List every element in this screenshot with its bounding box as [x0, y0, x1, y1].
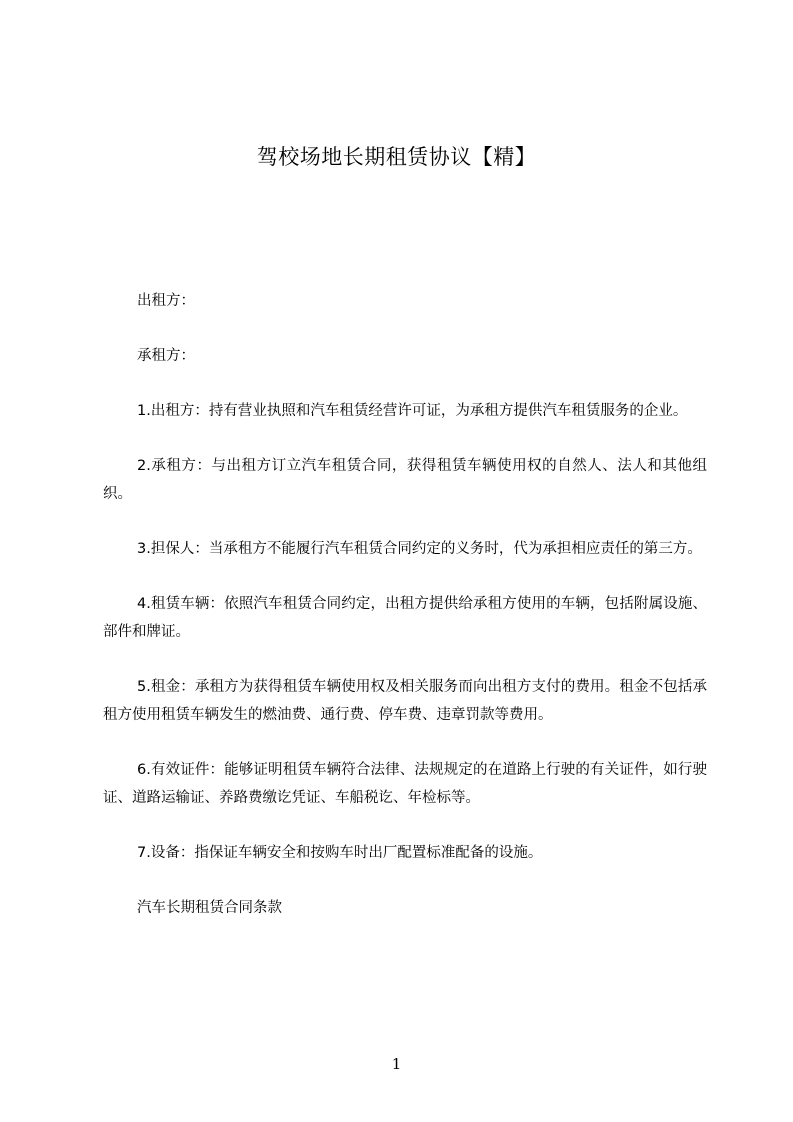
definition-paragraph: 2.承租方：与出租方订立汽车租赁合同，获得租赁车辆使用权的自然人、法人和其他组织。: [103, 458, 707, 502]
definition-paragraph: 3.担保人：当承租方不能履行汽车租赁合同约定的义务时，代为承担相应责任的第三方。: [137, 541, 702, 557]
page-number: 1: [391, 1055, 402, 1073]
document-body: [103, 287, 707, 949]
definition-paragraph: 6.有效证件：能够证明租赁车辆符合法律、法规规定的在道路上行驶的有关证件，如行驶证、道路运输证、养路费缴讫凭证、车船税讫、年检标等。: [103, 762, 707, 806]
section-heading: 汽车长期租赁合同条款: [137, 900, 282, 916]
lessee-label: 承租方：: [137, 348, 195, 364]
definition-paragraph: 7.设备：指保证车辆安全和按购车时出厂配置标准配备的设施。: [137, 845, 543, 861]
lessor-label: 出租方：: [137, 293, 195, 309]
document-title: 驾校场地长期租赁协议【精】: [256, 145, 537, 169]
definition-paragraph: 5.租金：承租方为获得租赁车辆使用权及相关服务而向出租方支付的费用。租金不包括承租方使用租赁车辆发生的燃油费、通行费、停车费、违章罚款等费用。: [103, 679, 707, 723]
definition-paragraph: 4.租赁车辆：依照汽车租赁合同约定，出租方提供给承租方使用的车辆，包括附属设施、部件和牌证。: [103, 596, 707, 640]
definition-paragraph: 1.出租方：持有营业执照和汽车租赁经营许可证，为承租方提供汽车租赁服务的企业。: [137, 403, 688, 419]
